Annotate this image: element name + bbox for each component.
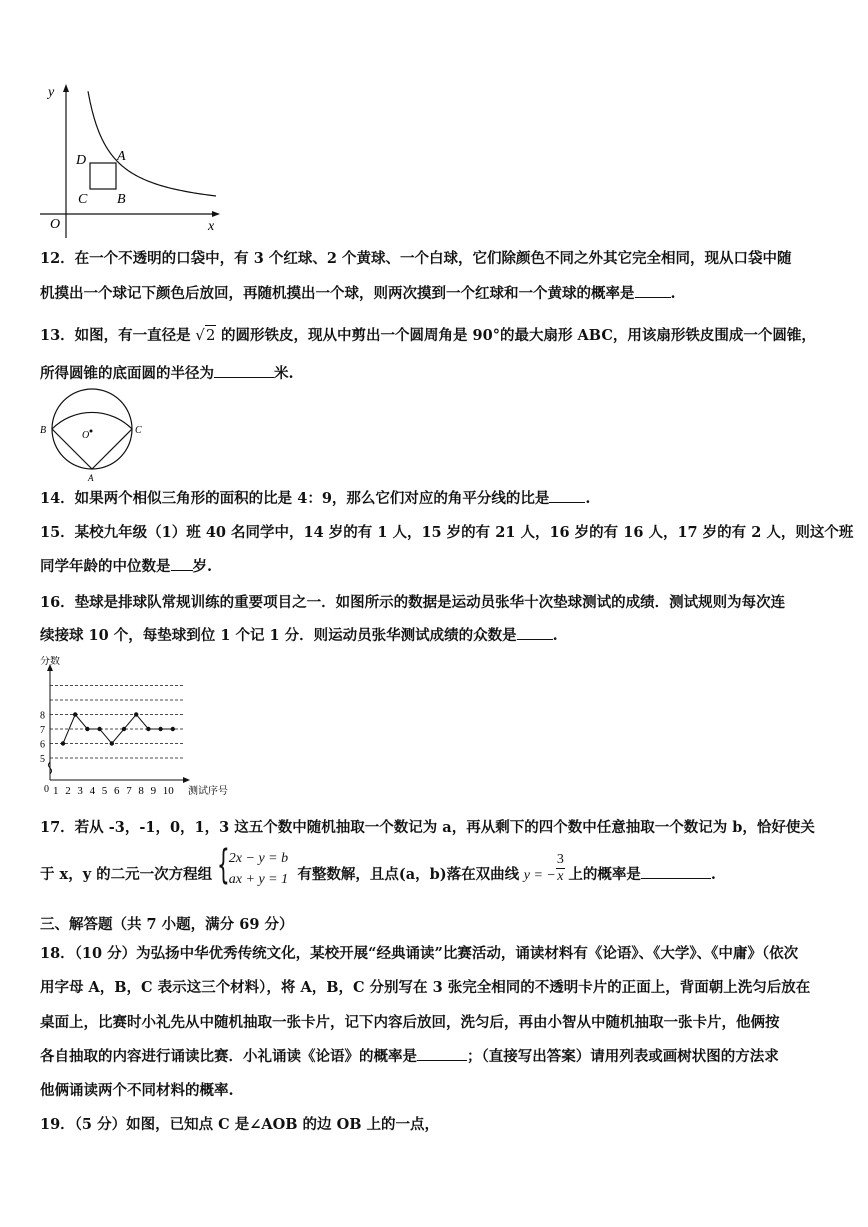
data-point [146,727,150,731]
q18-line3: 桌面上，比赛时小礼先从中随机抽取一张卡片，记下内容后放回，洗匀后，再由小智从中随机抽取一张卡片，他俩按 [40,1014,780,1031]
sqrt-symbol: √2 [195,326,216,344]
origin-tick-label: 0 [44,784,49,795]
data-point [158,727,162,731]
circle-sector-figure [38,386,148,484]
equation-system: { 2x − y = b ax + y = 1 [217,848,293,890]
point-a-label: A [117,149,126,164]
axis-y-label: y [48,85,55,100]
x-axis-label: 测试序号 [188,786,228,797]
x-tick-label: 1 [53,785,59,797]
y-axis-label: 分数 [40,656,60,667]
x-tick-label: 2 [65,785,71,797]
x-tick-label: 9 [150,785,157,797]
answer-blank[interactable] [549,488,585,503]
q14-line: 14．如果两个相似三角形的面积的比是 4：9，那么它们对应的角平分线的比是 . [40,490,591,507]
q18-line5: 他俩诵读两个不同材料的概率. [40,1082,234,1099]
answer-blank[interactable] [171,556,193,571]
data-point [73,712,77,716]
equation-1: 2x − y = b [228,851,289,866]
axis-x-label: x [208,219,215,234]
point-b-label: B [40,425,47,436]
point-a-label: A [88,473,94,483]
data-point [61,741,65,745]
q18-line2: 用字母 A，B，C 表示这三个材料），将 A，B，C 分别写在 3 张完全相同的不透明卡片的正面上，背面朝上洗匀后放在 [40,979,811,996]
q18-line1: 18．（10 分）为弘扬中华优秀传统文化，某校开展“经典诵读”比赛活动，诵读材料有《论语》、《大学》、《中庸》（依次 [40,945,799,962]
origin-label: O [50,217,61,232]
x-tick-label: 5 [101,785,108,797]
point-d-label: D [76,153,87,168]
point-o-label: O [82,430,90,441]
answer-blank[interactable] [635,283,671,298]
data-point [85,727,89,731]
q16-line2: 续接球 10 个，每垫球到位 1 个记 1 分．则运动员张华测试成绩的众数是 . [40,627,558,644]
y-tick-label: 6 [40,739,45,751]
q17-line2: 于 x，y 的二元一次方程组 { 2x − y = b ax + y = 1 有整数解，且点(a，b)落在双曲线 y = − $\frac{3}{x}$ 上的概率是 . [40,860,716,890]
answer-blank[interactable] [417,1046,467,1061]
hyperbola-formula: y = − $\frac{3}{x}$ [523,852,564,885]
data-point [171,727,175,731]
y-tick-label: 8 [40,710,45,722]
x-axis-arrow [183,777,190,783]
answer-blank[interactable] [517,625,553,640]
data-point [122,727,126,731]
y-tick-label: 5 [40,754,45,765]
q12-line1: 12．在一个不透明的口袋中，有 3 个红球、2 个黄球、一个白球，它们除颜色不同之外其它完全相同，现从口袋中随 [40,250,792,267]
answer-blank[interactable] [641,864,711,879]
point-c-label: C [78,192,88,207]
q12-line2: 机摸出一个球记下颜色后放回，再随机摸出一个球，则两次摸到一个红球和一个黄球的概率是 . [40,285,676,302]
point-c-label: C [135,425,142,436]
q15-line1: 15．某校九年级（1）班 40 名同学中，14 岁的有 1 人，15 岁的有 21 人，16 岁的有 16 人，17 岁的有 2 人，则这个班 [40,524,854,541]
q17-line1: 17．若从 -3，-1，0，1，3 这五个数中随机抽取一个数记为 a，再从剩下的四个数中任意抽取一个数记为 b，恰好使关 [40,819,815,836]
data-point [134,712,138,716]
x-tick-label: 10 [162,785,174,797]
point-b-label: B [117,192,126,207]
answer-blank[interactable] [214,363,274,378]
score-line-chart [38,656,248,802]
q15-line2: 同学年龄的中位数是 岁. [40,558,213,575]
x-tick-label: 6 [114,785,120,797]
data-point [110,741,114,745]
q16-line1: 16．垫球是排球队常规训练的重要项目之一．如图所示的数据是运动员张华十次垫球测试的成绩．测试规则为每次连 [40,594,786,611]
section-3-heading: 三、解答题（共 7 小题，满分 69 分） [40,916,294,933]
hyperbola-figure [38,78,228,243]
q13-line2: 所得圆锥的底面圆的半径为 米. [40,365,294,382]
q19-line: 19．（5 分）如图，已知点 C 是∠AOB 的边 OB 上的一点， [40,1116,440,1133]
q18-line4: 各自抽取的内容进行诵读比赛．小礼诵读《论语》的概率是 ；（直接写出答案）请用列表或画树状图的方法求 [40,1048,779,1065]
x-tick-label: 7 [126,785,132,797]
y-tick-label: 7 [40,725,45,736]
x-tick-label: 3 [77,785,83,797]
q13-line1: 13．如图，有一直径是 √2 的圆形铁皮，现从中剪出一个圆周角是 90°的最大扇形 ABC，用该扇形铁皮围成一个圆锥， [40,326,816,344]
x-tick-label: 4 [89,785,96,797]
equation-2: ax + y = 1 [228,872,289,887]
x-tick-label: 8 [138,785,144,797]
data-point [97,727,101,731]
